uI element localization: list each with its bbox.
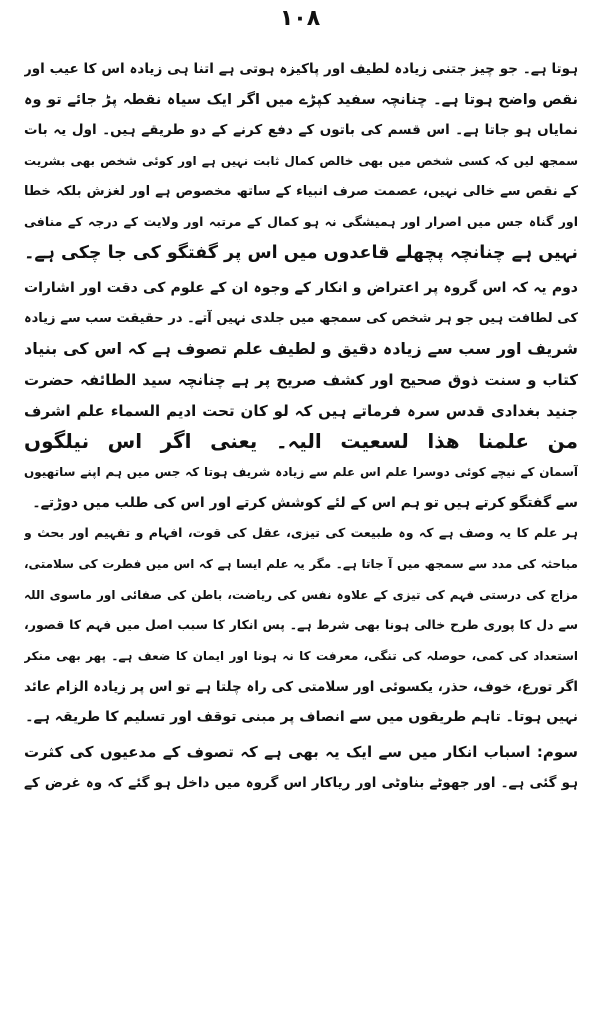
text-line: کتاب و سنت ذوق صحیح اور کشف صریح پر ہے چنانچہ سید الطائفہ حضرت [24, 370, 578, 389]
text-line: جنید بغدادی قدس سرہ فرماتے ہیں کہ لو کان تحت ادیم السماء علم اشرف [24, 401, 578, 420]
text-line: مزاج کی درستی فہم کی تیزی کے علاوہ نفس کی ریاضت، باطن کی صفائی اور ماسوی اللہ [24, 587, 578, 602]
text-line: ہو گئی ہے۔ اور جھوٹے بناوٹی اور ریاکار اس گروہ میں داخل ہو گئے کہ وہ غرض کے [24, 774, 578, 791]
text-line: شریف اور سب سے زیادہ دقیق و لطیف علم تصوف ہے کہ اس کی بنیاد [24, 339, 578, 359]
text-line: کی لطافت ہیں جو ہر شخص کی سمجھ میں جلدی نہیں آتے۔ در حقیقت سب سے زیادہ [24, 310, 578, 326]
text-line: ہوتا ہے۔ جو چیز جتنی زیادہ لطیف اور پاکیزہ ہوتی ہے اتنا ہی زیادہ اس کا عیب اور [24, 61, 578, 77]
text-line: مباحثہ کی مدد سے سمجھ میں آ جاتا ہے۔ مگر یہ علم ایسا ہے کہ اس میں فطرت کی سلامتی، [24, 557, 578, 571]
text-line: نہیں ہے چنانچہ پچھلے قاعدوں میں اس پر گفتگو کی جا چکی ہے۔ [24, 243, 578, 264]
text-line: اور گناہ جس میں اصرار اور ہمیشگی نہ ہو کمال کے مرتبہ اور ولایت کے درجہ کے منافی [24, 214, 578, 230]
page-number: ۱۰۸ [279, 6, 321, 31]
text-line: سوم: اسباب انکار میں سے ایک یہ بھی ہے کہ تصوف کے مدعیوں کی کثرت [24, 743, 578, 762]
text-line: سے دل کا پوری طرح خالی ہونا بھی شرط ہے۔ پس انکار کا سبب اصل میں فہم کا قصور، [24, 617, 578, 633]
text-line: استعداد کی کمی، حوصلہ کی تنگی، معرفت کا نہ ہونا اور ایمان کا ضعف ہے۔ پھر بھی منکر [24, 649, 578, 664]
text-line: ہر علم کا یہ وصف ہے کہ وہ طبیعت کی تیزی، عقل کی قوت، افہام و تفہیم اور بحث و [24, 525, 578, 541]
text-line: نقص واضح ہوتا ہے۔ چنانچہ سفید کپڑے میں اگر ایک سیاہ نقطہ پڑ جائے تو وہ [24, 91, 578, 108]
text-line: کے نقص سے خالی نہیں، عصمت صرف انبیاء کے ساتھ مخصوص ہے اور لغزش بلکہ خطا [24, 183, 578, 199]
text-line: سمجھ لیں کہ کسی شخص میں بھی خالص کمال ثابت نہیں ہے اور کوئی شخص بھی بشریت [24, 154, 578, 169]
text-line: اگر تورع، خوف، حذر، یکسوئی اور سلامتی کی راہ چلتا ہے تو اس پر زیادہ الزام عائد [24, 678, 578, 695]
text-line: نہیں ہوتا۔ تاہم طریقوں میں سے انصاف پر مبنی توقف اور تسلیم کا طریقہ ہے۔ [25, 709, 578, 726]
text-line: سے گفتگو کرتے ہیں تو ہم اس کے لئے کوشش کرتے اور اس کی طلب میں دوڑتے۔ [32, 494, 578, 511]
text-line: نمایاں ہو جاتا ہے۔ اس قسم کی باتوں کے دفع کرنے کے دو طریقے ہیں۔ اول یہ بات [24, 122, 578, 139]
text-line: آسمان کے نیچے کوئی دوسرا علم اس علم سے زیادہ شریف ہوتا کہ جس میں ہم اپنے ساتھیوں [24, 464, 578, 479]
text-line: من علمنا ھذا لسعیت الیہ۔ یعنی اگر اس نیلگوں [24, 429, 578, 454]
text-line: دوم یہ کہ اس گروہ پر اعتراض و انکار کے وجوہ ان کے علوم کی دقت اور اشارات [24, 279, 578, 296]
body-text [24, 54, 578, 799]
